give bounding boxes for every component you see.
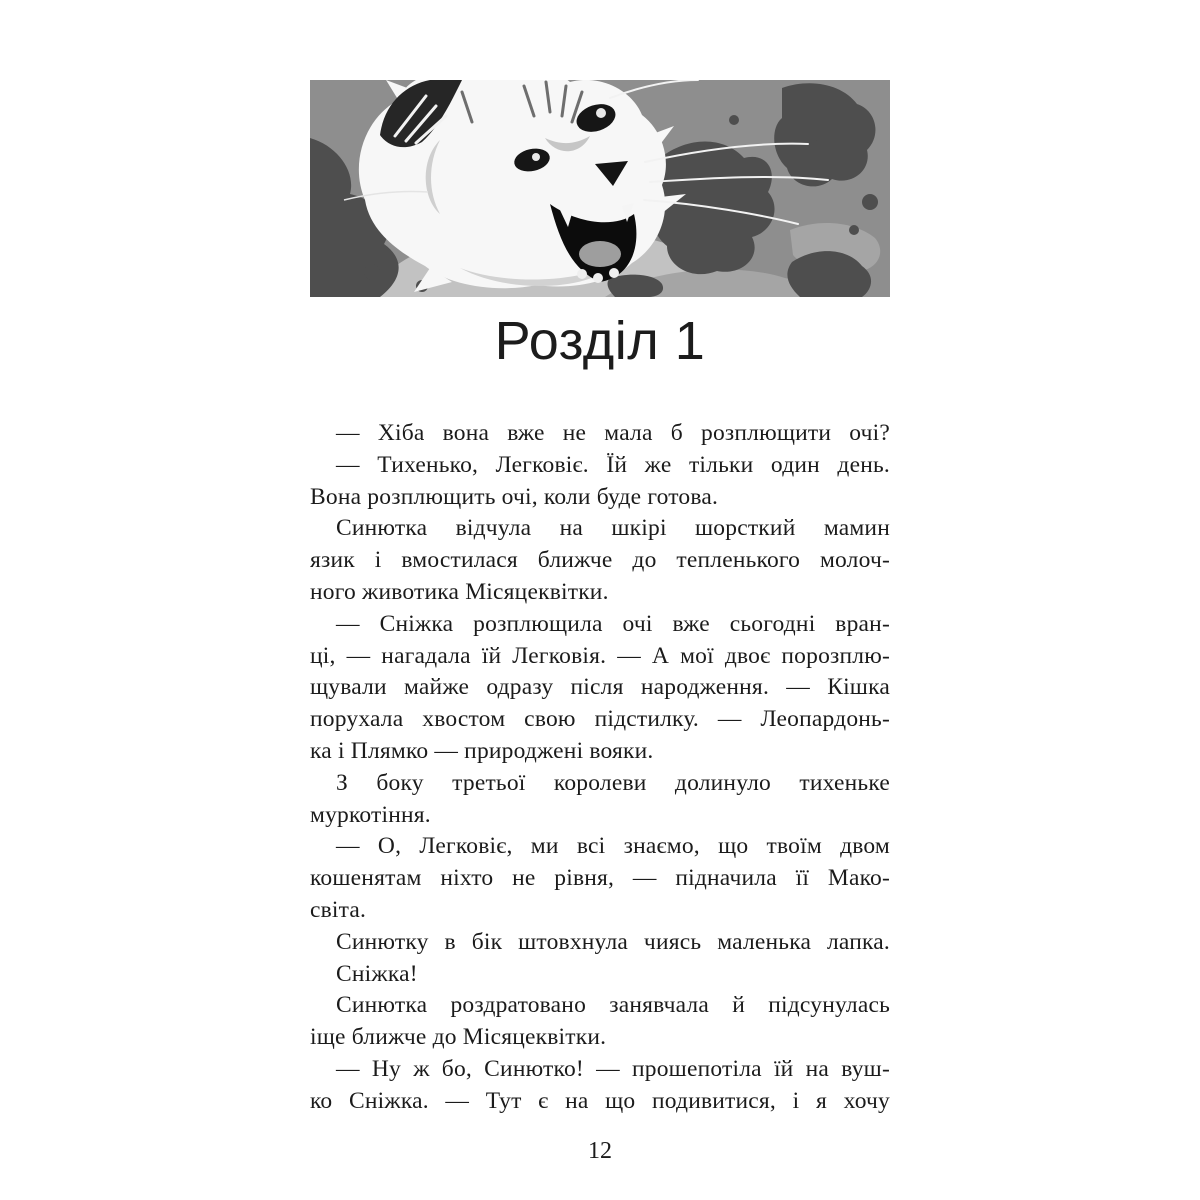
text-line: Синютка відчула на шкірі шорсткий мамин [336, 515, 890, 542]
text-line: щували майже одразу після народження. — Кішка [310, 674, 890, 701]
text-line: — Сніжка розплющила очі вже сьогодні вран- [336, 610, 890, 637]
text-line: — Ну ж бо, Синютко! — прошепотіла їй на вуш- [336, 1055, 890, 1082]
text-line: Вона розплющить очі, коли буде готова. [310, 483, 719, 510]
text-line: іще ближче до Місяцеквітки. [310, 1024, 607, 1051]
text-line: ко Сніжка. — Тут є на що подивитися, і я хочу [310, 1087, 890, 1114]
text-line: Сніжка! [336, 960, 418, 987]
text-line: муркотіння. [310, 801, 431, 828]
kitten-illustration [310, 80, 890, 297]
kitten-illustration-art [310, 80, 890, 297]
page-number: 12 [588, 1138, 612, 1164]
text-line: — Хіба вона вже не мала б розплющити очі? [336, 420, 890, 446]
text-line: порухала хвостом свою підстилку. — Леопардонь- [310, 706, 890, 733]
text-line: — Тихенько, Легковіє. Їй же тільки один день. [336, 451, 890, 478]
text-line: язик і вмостилася ближче до тепленького молоч- [310, 547, 890, 574]
text-line: Синютка роздратовано занявчала й підсунулась [336, 992, 890, 1019]
text-line: ного животика Місяцеквітки. [310, 578, 609, 605]
text-line: Синютку в бік штовхнула чиясь маленька лапка. [336, 928, 890, 955]
text-line: — О, Легковіє, ми всі знаємо, що твоїм двом [336, 833, 890, 860]
text-line: ці, — нагадала їй Легковія. — А мої двоє порозплю- [310, 642, 890, 669]
text-line: світа. [310, 896, 367, 923]
body-text [310, 418, 890, 1118]
chapter-title: Розділ 1 [494, 311, 706, 371]
text-line: ка і Плямко — природжені вояки. [310, 737, 654, 764]
text-line: кошенятам ніхто не рівня, — підначила її Мако- [310, 865, 890, 892]
text-line: З боку третьої королеви долинуло тихеньке [336, 769, 890, 796]
